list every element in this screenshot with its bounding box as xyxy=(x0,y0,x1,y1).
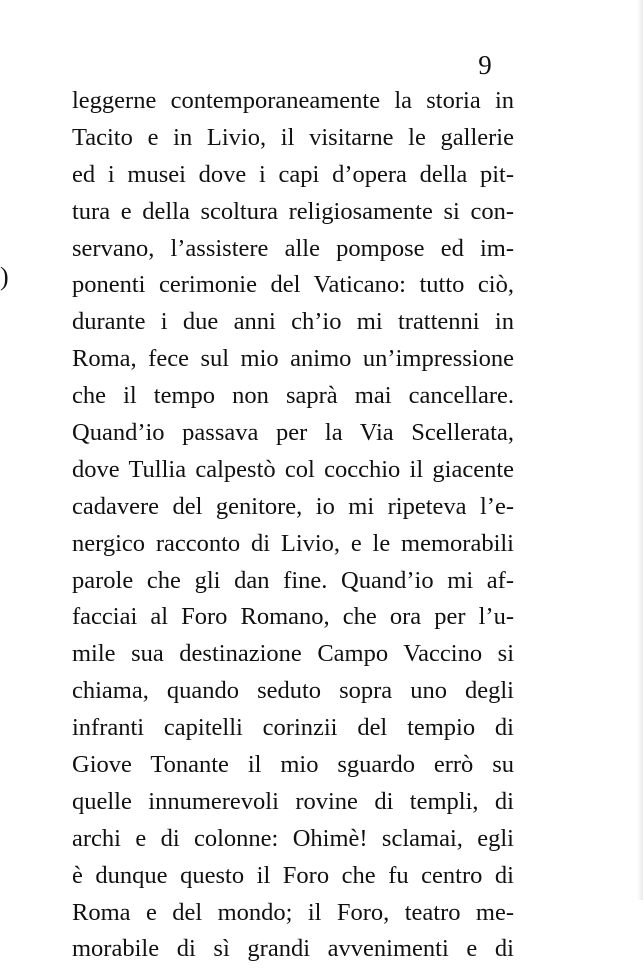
text-line: dove Tullia calpestò col cocchio il giacente xyxy=(72,455,514,483)
text-line: leggerne contemporaneamente la storia in xyxy=(72,87,514,114)
text-line: Tacito e in Livio, il visitarne le gallerie xyxy=(72,123,514,151)
body-text xyxy=(72,83,514,968)
text-line: ed i musei dove i capi d’opera della pit- xyxy=(72,160,514,188)
text-line: facciai al Foro Romano, che ora per l’u- xyxy=(72,603,514,631)
margin-mark: ) xyxy=(0,262,9,291)
page-number: 9 xyxy=(478,50,492,80)
text-line: nergico racconto di Livio, e le memorabili xyxy=(72,529,514,557)
text-line: è dunque questo il Foro che fu centro di xyxy=(72,861,514,889)
text-line: mile sua destinazione Campo Vaccino si xyxy=(72,640,514,668)
text-line: che il tempo non saprà mai cancellare. xyxy=(72,382,514,410)
text-line: morabile di sì grandi avvenimenti e di xyxy=(72,935,514,963)
text-line: servano, l’assistere alle pompose ed im- xyxy=(72,234,514,262)
text-line: quelle innumerevoli rovine di templi, di xyxy=(72,787,514,815)
text-line: Roma, fece sul mio animo un’impressione xyxy=(72,345,514,373)
text-line: tura e della scoltura religiosamente si con- xyxy=(72,197,514,225)
text-line: durante i due anni ch’io mi trattenni in xyxy=(72,308,514,336)
text-line: Giove Tonante il mio sguardo errò su xyxy=(72,751,514,779)
text-line: parole che gli dan fine. Quand’io mi af- xyxy=(72,566,514,594)
text-line: infranti capitelli corinzii del tempio di xyxy=(72,714,514,742)
text-line: cadavere del genitore, io mi ripeteva l’e- xyxy=(72,492,514,520)
text-line: chiama, quando seduto sopra uno degli xyxy=(72,677,514,705)
text-line: Quand’io passava per la Via Scellerata, xyxy=(72,419,514,447)
text-line: archi e di colonne: Ohimè! sclamai, egli xyxy=(72,824,514,852)
page-edge-shadow xyxy=(637,0,643,900)
text-line: ponenti cerimonie del Vaticano: tutto ciò, xyxy=(72,271,514,299)
text-line: Roma e del mondo; il Foro, teatro me- xyxy=(72,898,514,926)
